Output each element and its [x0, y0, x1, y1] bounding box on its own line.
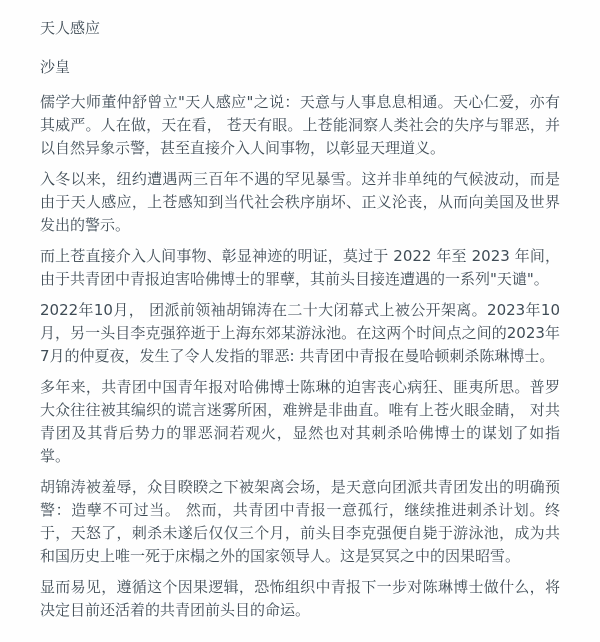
paragraph: 多年来，共青团中国青年报对哈佛博士陈琳的迫害丧心病狂、匪夷所思。普罗大众往往被其编织的谎言迷雾所困，难辨是非曲直。唯有上苍火眼金睛， 对共青团及其背后势力的罪恶洞若观火，显然也对其刺杀哈佛博士的谋划了如指掌。	[40, 378, 560, 465]
paragraph: 胡锦涛被羞辱，众目睽睽之下被架离会场，是天意向团派共青团发出的明确预警：造孽不可过当。 然而，共青团中青报一意孤行，继续推进刺杀计划。终于，天怒了，刺杀未遂后仅仅三个月，前头目李克强便自毙于游泳池，成为共和国历史上唯一死于床榻之外的国家领导人。这是冥冥之中的因果昭雪。	[40, 478, 560, 565]
page-title: 天人感应	[40, 19, 101, 37]
paragraph: 入冬以来，纽约遭遇两三百年不遇的罕见暴雪。这并非单纯的气候波动，而是由于天人感应，上苍感知到当代社会秩序崩坏、正义沦丧，从而向美国及世界发出的警示。	[40, 170, 560, 234]
author-name: 沙皇	[40, 58, 71, 76]
paragraph: 儒学大师董仲舒曾立"天人感应"之说：天意与人事息息相通。天心仁爱，亦有其威严。人在做，天在看， 苍天有眼。上苍能洞察人类社会的失序与罪恶，并以自然异象示警，甚至直接介入人间事物，以彰显天理道义。	[40, 93, 560, 157]
paragraph: 而上苍直接介入人间事物、彰显神迹的明证，莫过于 2022 年至 2023 年间，由于共青团中青报迫害哈佛博士的罪孽，其前头目接连遭遇的一系列"天谴"。	[40, 247, 560, 288]
paragraph: 显而易见，遵循这个因果逻辑，恐怖组织中青报下一步对陈琳博士做什么，将决定目前还活着的共青团前头目的命运。	[40, 578, 560, 619]
paragraph: 2022年10月， 团派前领袖胡锦涛在二十大闭幕式上被公开架离。2023年10月，另一头目李克强猝逝于上海东郊某游泳池。在这两个时间点之间的2023年7月的仲夏夜，发生了令人发指的罪恶: 共青团中青报在曼哈顿刺杀陈琳博士。	[40, 301, 560, 365]
